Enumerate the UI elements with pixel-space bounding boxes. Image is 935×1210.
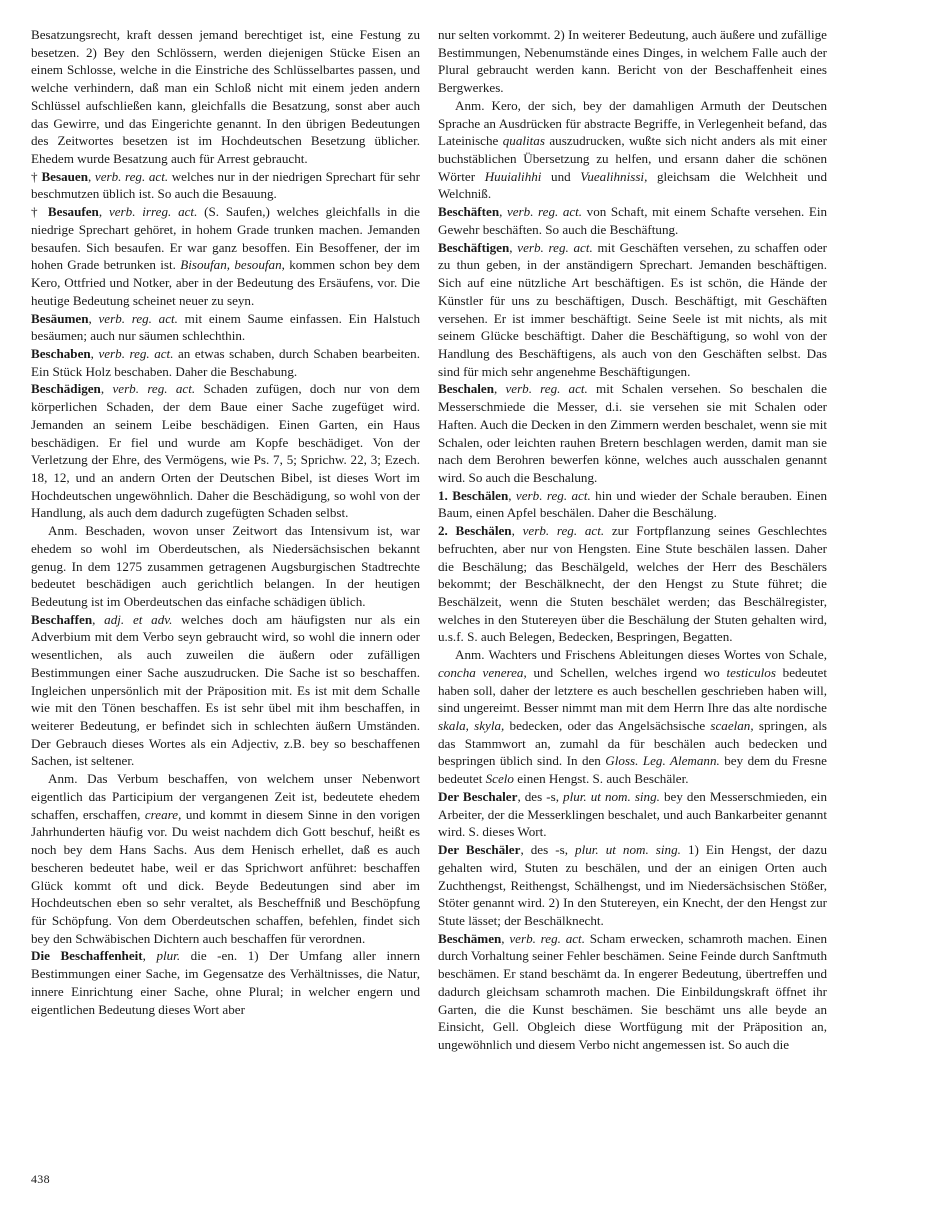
- italic-term: Vuealihnissi,: [580, 168, 648, 184]
- entry-text: zur Fortpflanzung seines Geschlechtes befruchten, aber nur von Hengsten. Eine Stute beschälen lassen. Daher die Beschälung; das Beschälgeld, welches der Herr des Beschälers bekommt; der Beschälknecht, der den Hengst zu Stute führet; die Beschälzeit, wenn die Stuten beschälet werden; das Beschälregister, welches in den Stutereyen über die Beschälung der Stuten gehalten wird, u.s.f. S. auch Belegen, Bedecken, Bespringen, Begatten.: [438, 523, 828, 645]
- entry-text: bedeutet haben soll, daher der letztere es auch beschellen geschrieben haben will, sind ungereimt. Besser nimmt man mit dem Herrn Ihre das alte nordische: [438, 664, 828, 716]
- italic-term: verb. reg. act.: [517, 239, 593, 255]
- entry-text: bey den Messerschmieden, ein Arbeiter, der die Messerklingen beschalet, und auch Bankarbeiter genannt wird. S. dieses Wort.: [438, 788, 827, 840]
- dictionary-entry: [31, 310, 420, 345]
- italic-term: plur. ut nom. sing.: [563, 788, 660, 804]
- entry-text: hin und wieder der Schale berauben. Einen Baum, einen Apfel beschälen. Daher die Beschälung.: [438, 487, 827, 521]
- entry-text: ,: [100, 381, 113, 397]
- italic-term: Bisoufan, besoufan,: [180, 257, 285, 273]
- entry-text: ,: [142, 948, 157, 964]
- entry-text: ,: [90, 345, 99, 361]
- italic-term: verb. reg. act.: [98, 310, 178, 326]
- headword: Beschaben: [31, 345, 91, 361]
- headword: Besauen: [41, 168, 89, 184]
- italic-term: verb. reg. act.: [505, 381, 588, 397]
- entry-text: ,: [511, 523, 523, 539]
- italic-term: plur. ut nom. sing.: [575, 842, 681, 858]
- entry-text: welches doch am häufigsten nur als ein Adverbium mit dem Verbo seyn gebraucht wird, so wohl die innern oder wesentlichen, als auch zuweilen die äußern oder zufälligen Bestimmungen einer Sache auszudrucken. Die Sache ist so beschaffen. Ingleichen unpersönlich mit der Präposition mit. Es ist mit dem Schalle wie mit den Tönen beschaffen. Es ist sehr übel mit ihm beschaffen, in weiterer Bedeutung, er befindet sich in schlechten äußern Umständen. Der Gebrauch dieses Wortes als ein Adjectiv, z.B. bey so beschaffenen Sachen, ist seltener.: [31, 611, 420, 769]
- dictionary-entry: [438, 203, 827, 238]
- headword: Besäumen: [31, 310, 89, 326]
- italic-term: Huuialihhi: [484, 168, 542, 184]
- entry-text: Schaden zufügen, doch nur von dem körperlichen Schaden, der dem Baue einer Sache zugefüget wird. Jemanden an seinem Leibe beschädigen. Einen Garten, ein Haus beschädigen. Er fiel und wurde am Kopfe beschädiget. Von der Verletzung der Ehre, des Vermögens, wie Ps. 7, 5; Sprichw. 22, 3; Ezech. 18, 12, und an andern Orten der Deutschen Bibel, ist dieses Wort im Hochdeutschen ungewöhnlich. Daher die Beschädigung, so wohl von der Handlung, als auch dem dadurch zugefügten Schaden selbst.: [31, 381, 420, 521]
- entry-text: und: [541, 168, 581, 184]
- italic-term: adj. et adv.: [104, 611, 173, 627]
- entry-text: , des -s,: [520, 842, 576, 858]
- dictionary-entry: [31, 26, 420, 168]
- dictionary-entry: [438, 26, 827, 97]
- headword: Beschämen: [438, 930, 502, 946]
- annotation-paragraph: [438, 97, 827, 203]
- dictionary-entry: [438, 239, 827, 381]
- right-column: [438, 26, 827, 1054]
- entry-text: kommen schon bey dem Kero, Ottfried und Notker, aber in der Bedeutung des Ersäufens, vor. Die heutige Bedeutung scheinet neuer zu seyn.: [31, 257, 420, 308]
- entry-text: ,: [88, 168, 95, 184]
- headword: Der Beschaler: [438, 788, 518, 804]
- italic-term: concha venerea,: [438, 664, 527, 680]
- dictionary-entry: [438, 522, 827, 646]
- dictionary-entry: [31, 203, 420, 309]
- entry-text: ,: [509, 239, 518, 255]
- italic-term: creare,: [144, 806, 182, 822]
- dictionary-entry: [31, 947, 420, 1018]
- headword: Besaufen: [47, 204, 99, 220]
- italic-term: verb. reg. act.: [98, 345, 174, 361]
- page-number: 438: [31, 1172, 50, 1186]
- entry-text: mit Schalen versehen. So beschalen die Messerschmiede die Messer, d.i. sie versehen sie mit Schalen oder Haften. Auch die Decken in den Zimmern werden beschalet, wenn sie mit Schalen, oder leichten rauhen Bretern beschlagen werden, damit man sie nach dem Berohren bewerfen könne, welches auch ausschalen genannt wird. So auch die Beschalung.: [438, 381, 827, 485]
- italic-term: skala, skyla,: [438, 718, 505, 734]
- left-column: [31, 26, 420, 1018]
- headword: Die Beschaffenheit: [31, 948, 143, 964]
- headword: 1. Beschälen: [438, 487, 509, 503]
- dictionary-entry: [438, 841, 827, 930]
- italic-term: Gloss. Leg. Alemann.: [605, 753, 720, 769]
- italic-term: testiculos: [726, 664, 776, 680]
- entry-text: springen, als das Stammwort an, zumahl da für beschälen auch bedecken und bespringen üblich sind. In den: [438, 718, 827, 769]
- entry-text: Anm. Wachters und Frischens Ableitungen dieses Wortes von Schale,: [455, 647, 827, 663]
- headword: Beschäften: [438, 204, 500, 220]
- headword: Beschalen: [438, 381, 495, 397]
- entry-text: Anm. Beschaden, wovon unser Zeitwort das Intensivum ist, war ehedem so wohl im Oberdeutschen, als Niedersächsischen bekannt genug. In dem 1275 zusammen getragenen Augsburgischen Stadtrechte bedeutet beschädigen auch gerichtlich belangen. In der heutigen Bedeutung ist im Oberdeutschen das einfache schädigen üblich.: [31, 523, 420, 609]
- italic-term: qualitas: [502, 133, 545, 149]
- dictionary-entry: [438, 930, 827, 1054]
- italic-term: verb. reg. act.: [522, 523, 605, 539]
- headword: 2. Beschälen: [438, 523, 512, 539]
- entry-text: mit Geschäften versehen, zu schaffen oder zu thun geben, in der anständigern Sprechart. Jemanden beschäftigen. Sich auf eine nützliche Art beschäftigen. Es ist schön, die Hände der Künstler für uns zu beschäftigen, Dusch. Beschäftigt, mit Geschäften versehen. Er ist immer beschäftigt. Seine Seele ist mit nichts, als mit seinem Glücke beschäftigt. Daher die Beschäftigung, so wohl von der Handlung des Beschäftigens, als auch von den Geschäften selbst. Das sind für mich sehr angenehme Beschäftigungen.: [438, 239, 827, 379]
- entry-text: bey dem du Fresne bedeutet: [438, 753, 827, 787]
- entry-text: ,: [501, 930, 510, 946]
- entry-text: von Schaft, mit einem Schafte versehen. Ein Gewehr beschäften. So auch die Beschäftung.: [438, 204, 828, 237]
- italic-term: Scelo: [485, 771, 514, 787]
- entry-text: die -en. 1) Der Umfang aller innern Bestimmungen einer Sache, im Gegensatze des Verhältnisses, die Natur, innere Einrichtung einer Sache, ohne Plural; in welcher engern und eigentlichen Bedeutung dieses Wort aber: [31, 948, 420, 1017]
- dictionary-entry: [31, 611, 420, 770]
- entry-text: und Schellen, welches irgend wo: [526, 664, 727, 680]
- entry-text: †: [31, 168, 42, 184]
- entry-text: ,: [494, 381, 506, 397]
- headword: Der Beschäler: [438, 842, 521, 858]
- entry-text: und kommt in diesem Sinne in den vorigen Jahrhunderten häufig vor. Du weist nachdem dich Gott beschuf, heißt es noch bey dem Hans Sachs. Aus dem Henisch erhellet, daß es auch bescheren bedeutet habe, weil er das Sprichwort anführet: beschaffen Glück kommt oft und dick. Beyde Bedeutungen sind aber im Hochdeutschen eben so sehr veraltet, als Bescheffniß und Beschöpfung für Schöpfung. Von dem Oberdeutschen schaffen, befehlen, findet sich bey den Schwäbischen Dichtern auch beschaffen für verordnen.: [31, 806, 420, 946]
- entry-text: ,: [508, 487, 516, 503]
- entry-text: gleichsam die Welchheit und Welchniß.: [438, 168, 827, 202]
- entry-text: , des -s,: [517, 788, 564, 804]
- entry-text: 1) Ein Hengst, der dazu gehalten wird, Stuten zu beschälen, und der an einigen Orten auch Zuchthengst, Reithengst, Schälhengst, und im Niedersächsischen Stößer, Stöter genannt wird. 2) In den Stutereyen, ein Knecht, der den Hengst zur Stute lässet; der Beschälknecht.: [438, 842, 828, 928]
- headword: Beschädigen: [31, 381, 101, 397]
- entry-text: mit einem Saume einfassen. Ein Halstuch besäumen; auch nur säumen schlechthin.: [31, 310, 420, 344]
- entry-text: Scham erwecken, schamroth machen. Einen durch Vorhaltung seiner Fehler beschämen. Seine Feinde durch Sanftmuth beschämen. Er stand beschämt da. In engerer Bedeutung, übertreffen und dadurch gleichsam schamroth machen. Die Einbildungskraft öffnet ihr Garten, die die Kunst beschämen. Sie beschämt uns alle beyde an Einsicht, Gell. Obgleich diese Wortfügung mit der Präposition an, ungewöhnlich und diesem Verbo nicht angemessen ist. So auch die: [438, 930, 827, 1052]
- entry-text: ,: [499, 204, 507, 220]
- dictionary-entry: [438, 380, 827, 486]
- annotation-paragraph: [31, 522, 420, 611]
- dictionary-entry: [31, 380, 420, 522]
- entry-text: (S. Saufen,) welches gleichfalls in die niedrige Sprechart gehöret, in hohem Grade trunken machen. Jemanden besaufen. Sich besaufen. Er war ganz besoffen. Ein Besoffener, der im hohen Grade betrunken ist.: [31, 204, 420, 273]
- entry-text: einen Hengst. S. auch Beschäler.: [513, 771, 689, 787]
- entry-text: an etwas schaben, durch Schaben bearbeiten. Ein Stück Holz beschaben. Daher die Beschabung.: [31, 345, 420, 379]
- dictionary-entry: [31, 345, 420, 380]
- headword: Beschaffen: [31, 611, 93, 627]
- italic-term: verb. irreg. act.: [108, 204, 198, 220]
- annotation-paragraph: [438, 646, 827, 788]
- entry-text: ,: [92, 611, 105, 627]
- entry-text: welches nur in der niedrigen Sprechart für sehr beschmutzen üblich ist. So auch die Besauung.: [31, 168, 420, 202]
- italic-term: verb. reg. act.: [515, 487, 591, 503]
- entry-text: †: [31, 204, 48, 220]
- entry-text: ,: [98, 204, 109, 220]
- headword: Beschäftigen: [438, 239, 510, 255]
- italic-term: plur.: [156, 948, 181, 964]
- italic-term: verb. reg. act.: [509, 930, 585, 946]
- italic-term: verb. reg. act.: [94, 168, 169, 184]
- entry-text: Anm. Kero, der sich, bey der damahligen Armuth der Deutschen Sprache an Ausdrücken für abstracte Begriffe, in Verlegenheit befand, das Lateinische: [438, 97, 827, 149]
- dictionary-entry: [438, 487, 827, 522]
- annotation-paragraph: [31, 770, 420, 947]
- entry-text: Anm. Das Verbum beschaffen, von welchem unser Nebenwort eigentlich das Participium der vergangenen Zeit ist, bedeutete ehedem schaffen, erschaffen,: [31, 771, 420, 822]
- dictionary-entry: [438, 788, 827, 841]
- entry-text: ,: [88, 310, 99, 326]
- entry-text: auszudrucken, wußte sich nicht anders als mit einer buchstäblichen Übersetzung zu helfen, und ersann daher die schönen Wörter: [438, 133, 827, 184]
- dictionary-entry: [31, 168, 420, 203]
- entry-text: bedecken, oder das Angelsächsische: [504, 718, 711, 734]
- italic-term: scaelan,: [710, 718, 754, 734]
- entry-text: nur selten vorkommt. 2) In weiterer Bedeutung, auch äußere und zufällige Bestimmungen, Nebenumstände eines Dinges, in welchem Falle auch der Plural gebraucht werden kann. Bericht von der Beschaffenheit eines Bergwerkes.: [438, 27, 827, 96]
- italic-term: verb. reg. act.: [112, 381, 196, 397]
- italic-term: verb. reg. act.: [506, 204, 583, 220]
- entry-text: Besatzungsrecht, kraft dessen jemand berechtiget ist, eine Festung zu besetzen. 2) Bey den Schlössern, werden diejenigen Stücke Eisen an einem Schlosse, welche in die Einstriche des Schlüsselbartes passen, und welche verhindern, daß man ein Schloß nicht mit einem jeden andern Schlüssel aufschließen kann, gleichfalls die Besatzung, sonst aber auch das Gewirre, und das Eingerichte genannt. In den übrigen Bedeutungen des Zeitwortes besetzen ist im Hochdeutschen Besetzung üblicher. Ehedem wurde Besatzung auch für Arrest gebraucht.: [31, 27, 420, 167]
